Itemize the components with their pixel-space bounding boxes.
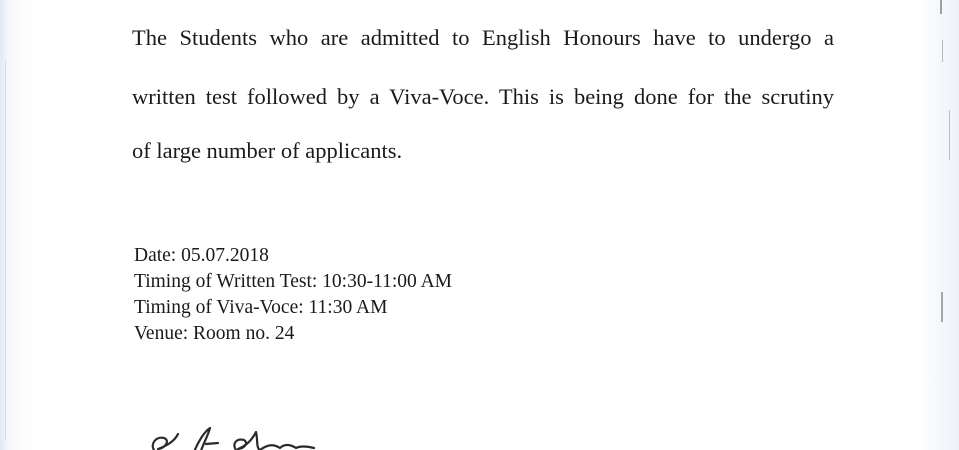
paragraph-line-1: The Students who are admitted to English Honours have to undergo a [132,25,834,50]
paragraph-line-3: of large number of applicants. [132,138,403,163]
paragraph-line-2: written test followed by a Viva-Voce. This is being done for the scrutiny [132,84,834,109]
exam-date: Date: 05.07.2018 [134,245,269,266]
scan-edge-mark [940,0,942,14]
exam-venue: Venue: Room no. 24 [134,323,295,344]
viva-voce-timing: Timing of Viva-Voce: 11:30 AM [134,297,388,318]
scan-edge-mark [941,292,943,322]
exam-details-block [134,243,452,347]
scan-edge-mark [949,110,950,160]
scan-edge-mark [942,40,943,62]
handwritten-signature-icon [148,416,348,450]
scan-edge-mark [5,60,6,440]
written-test-timing: Timing of Written Test: 10:30-11:00 AM [134,271,452,292]
